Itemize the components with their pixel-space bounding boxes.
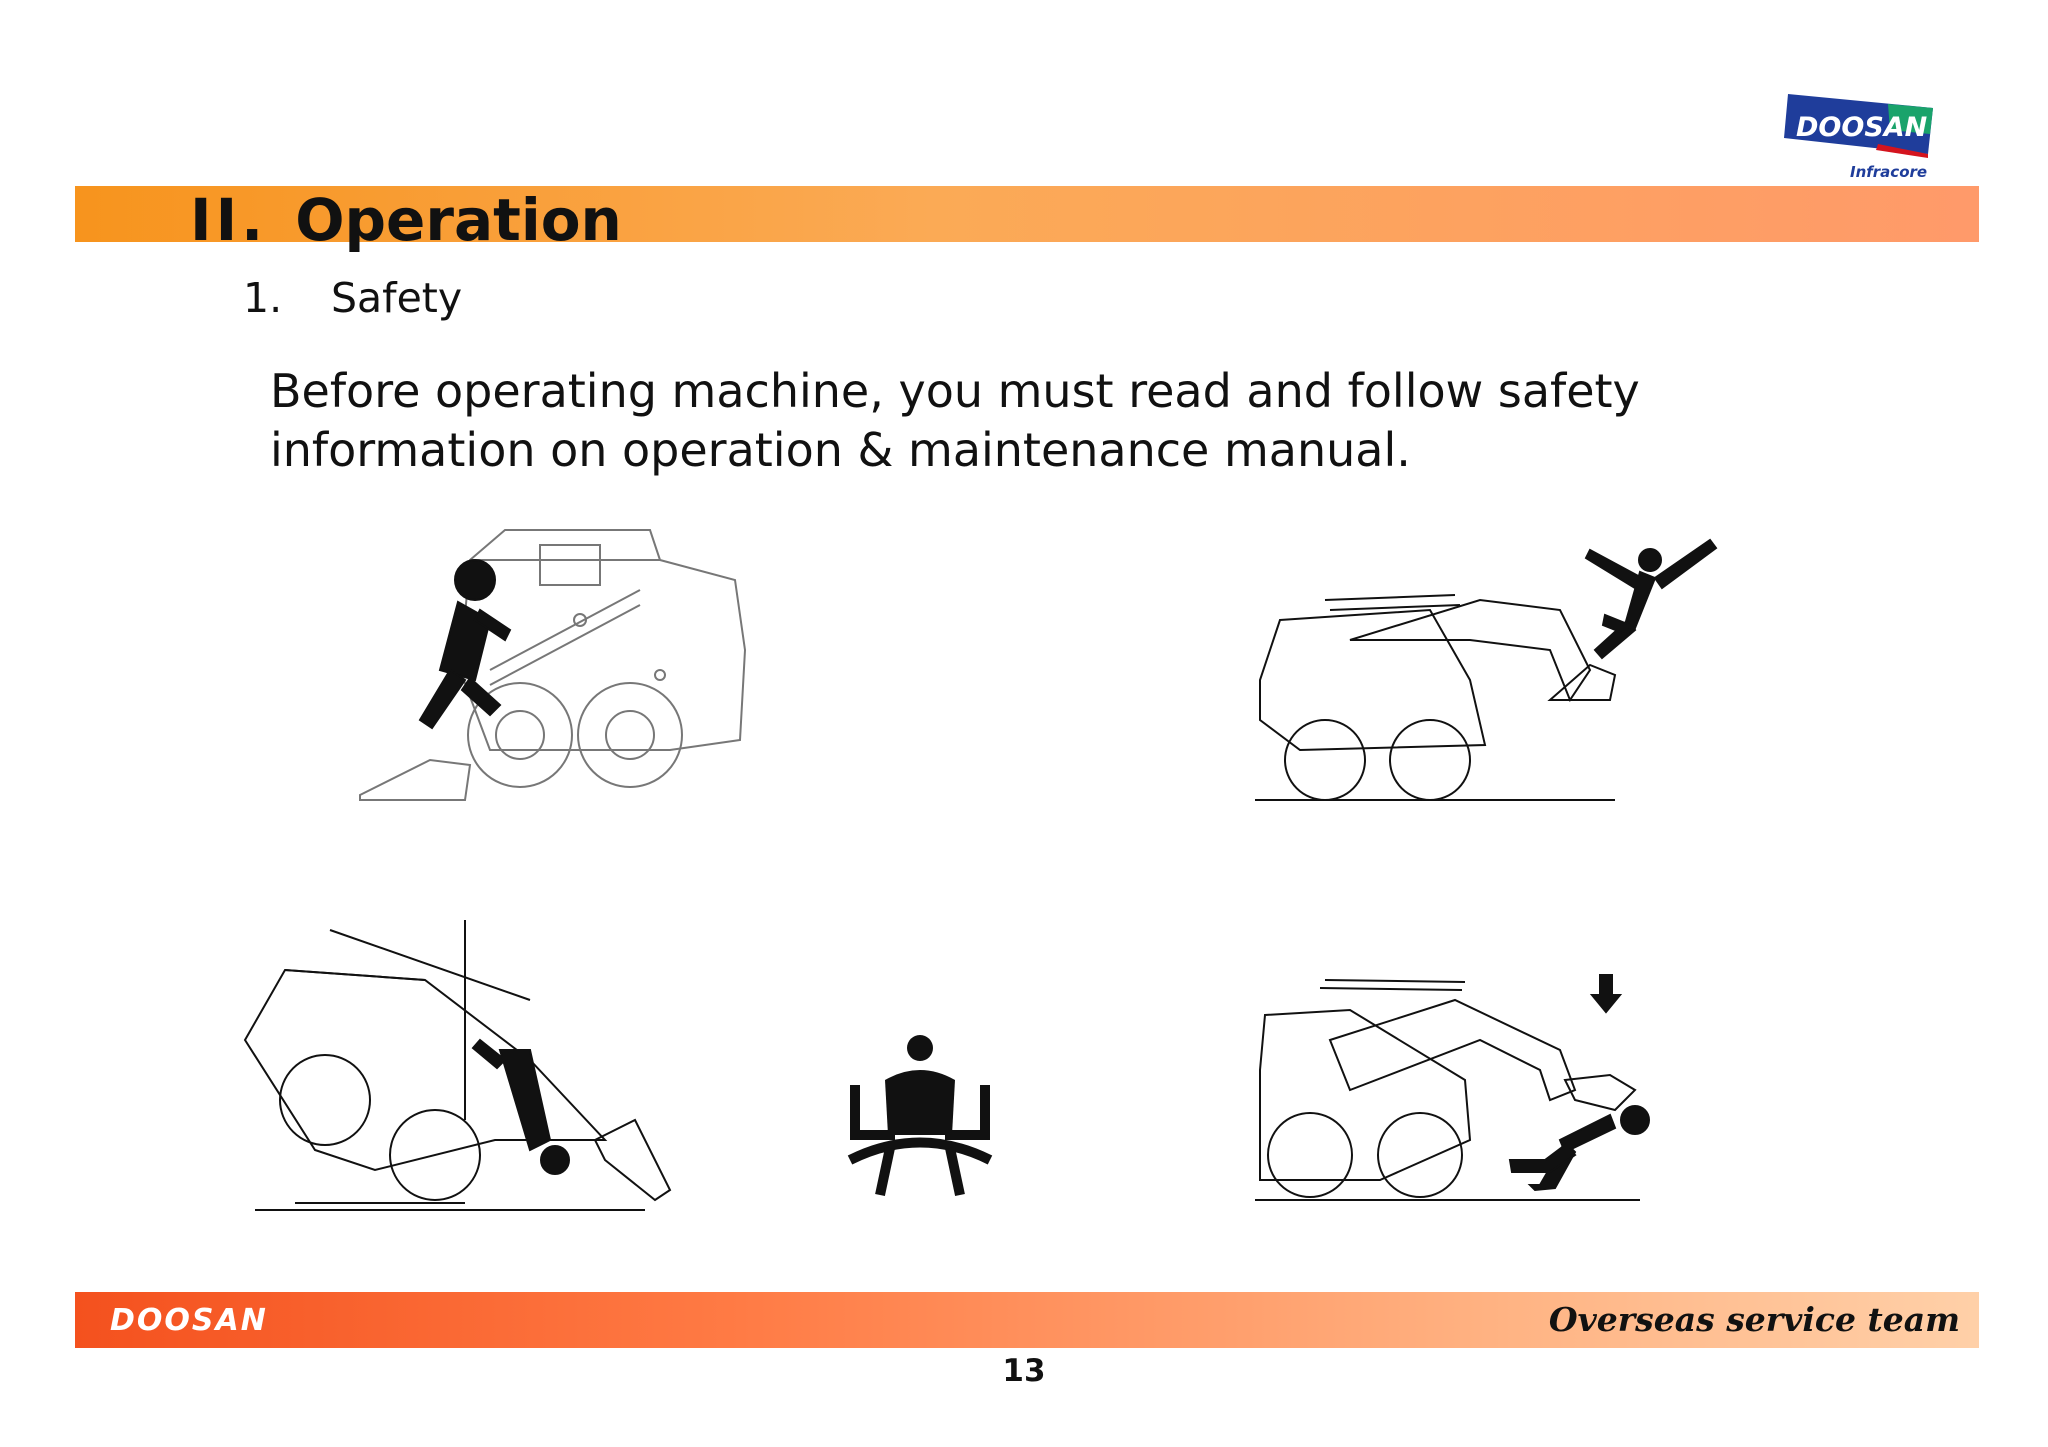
page-number: 13 bbox=[1002, 1353, 1046, 1389]
chapter-title: Operation bbox=[295, 186, 622, 254]
person-riding-bucket-icon bbox=[1230, 530, 1740, 830]
operator-climbing-loader-icon bbox=[340, 520, 800, 820]
loader-tipping-over-icon bbox=[225, 910, 685, 1230]
logo-text: DOOSAN bbox=[1796, 112, 1928, 143]
section-heading bbox=[243, 270, 462, 326]
person-crushed-under-bucket-icon bbox=[1230, 960, 1670, 1220]
section-number: 1. bbox=[243, 274, 283, 322]
chapter-number: II. bbox=[190, 186, 268, 254]
page-title bbox=[190, 180, 622, 260]
seat-belt-operator-icon bbox=[840, 1030, 1000, 1210]
footer-team: Overseas service team bbox=[1548, 1300, 1960, 1339]
footer-logo: DOOSAN bbox=[110, 1303, 268, 1338]
safety-paragraph: Before operating machine, you must read and follow safety information on operation & maintenance manual. bbox=[270, 364, 1640, 477]
doosan-infracore-logo bbox=[1778, 86, 1948, 186]
section-label: Safety bbox=[331, 274, 463, 322]
logo-sub: Infracore bbox=[1850, 163, 1928, 181]
